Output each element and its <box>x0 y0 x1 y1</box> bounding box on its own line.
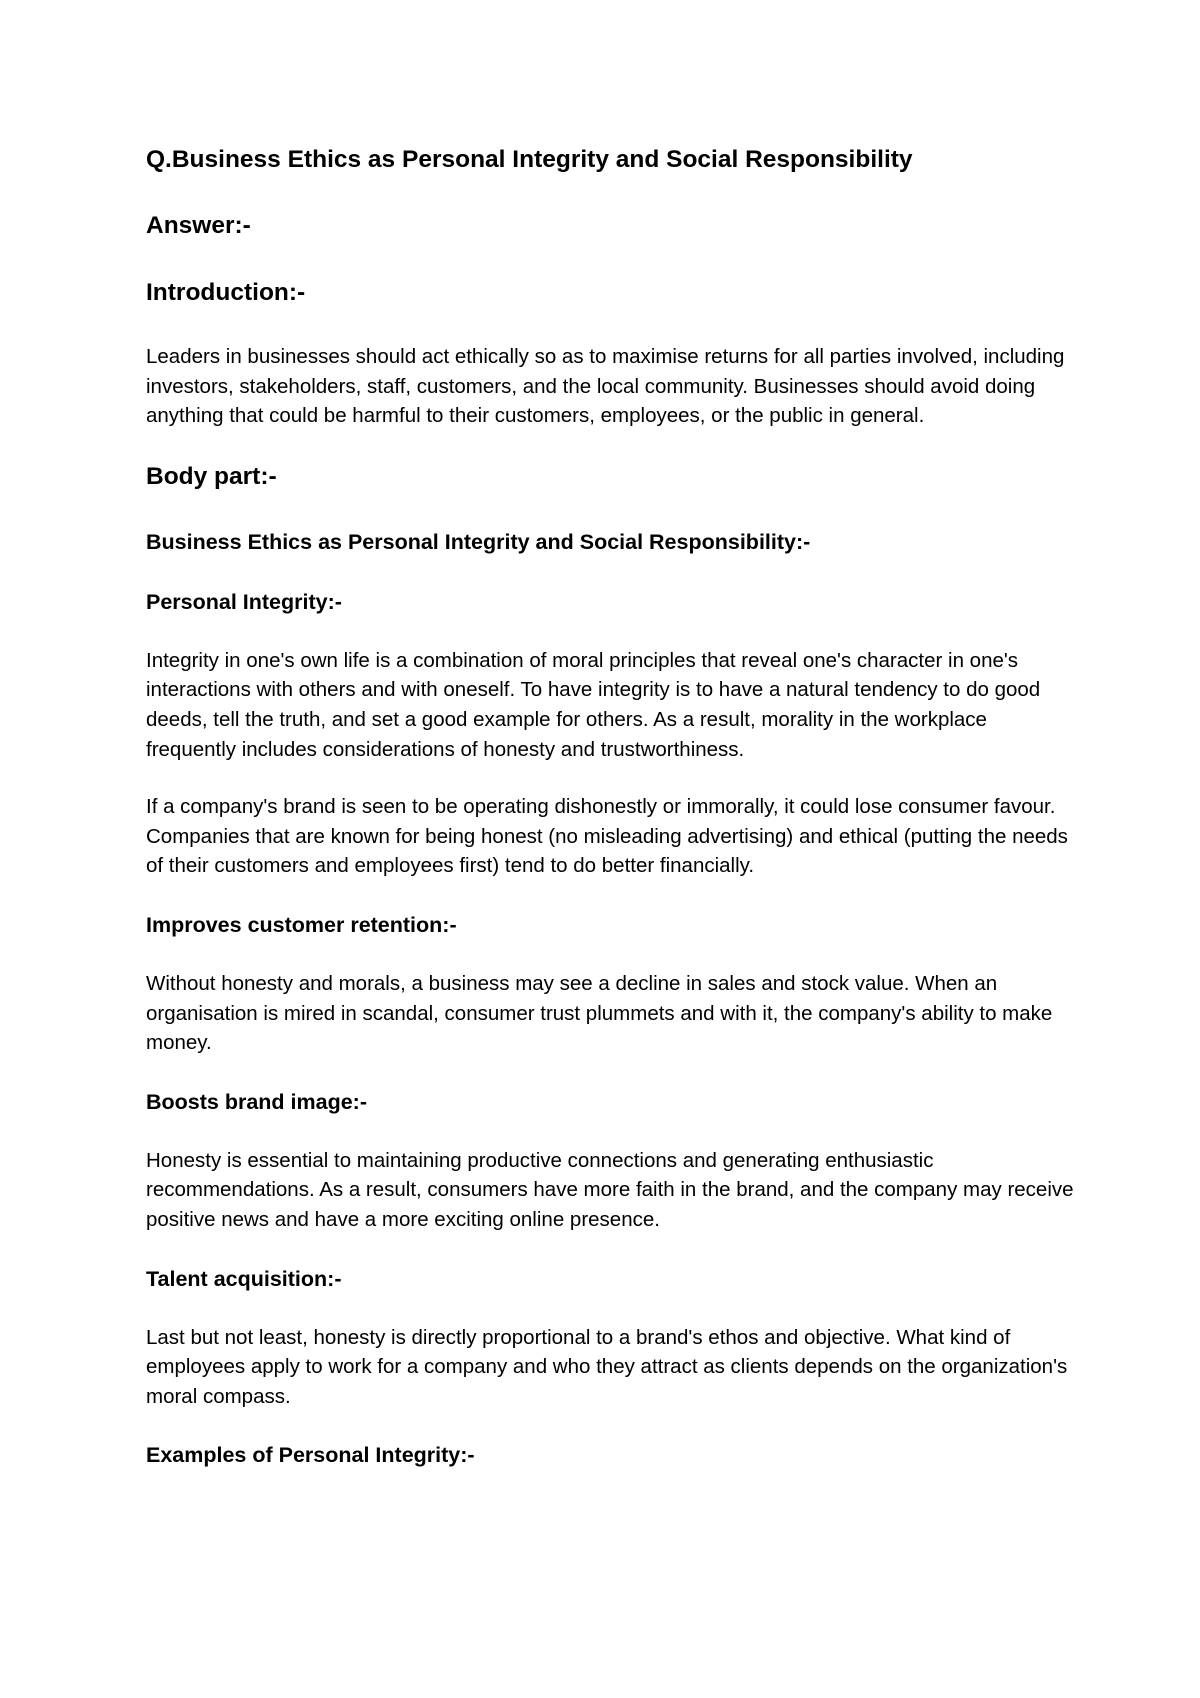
answer-heading: Answer:- <box>146 212 251 239</box>
section-heading: Business Ethics as Personal Integrity and Social Responsibility:- <box>146 529 811 554</box>
examples-heading: Examples of Personal Integrity:- <box>146 1443 475 1468</box>
talent-acquisition-heading: Talent acquisition:- <box>146 1266 342 1291</box>
question-title: Q.Business Ethics as Personal Integrity and Social Responsibility <box>146 146 913 173</box>
brand-image-paragraph: Honesty is essential to maintaining productive connections and generating enthusiastic recommendations. As a result, consumers have more faith in the brand, and the company may receive positive news and have a more exciting online presence. <box>146 1148 1074 1231</box>
introduction-paragraph: Leaders in businesses should act ethically so as to maximise returns for all parties involved, including investors, stakeholders, staff, customers, and the local community. Businesses should avoid doing anything that could be harmful to their customers, employees, or the public in general. <box>146 345 1065 428</box>
document-content <box>146 142 1076 1499</box>
customer-retention-heading: Improves customer retention:- <box>146 912 457 937</box>
personal-integrity-heading: Personal Integrity:- <box>146 589 342 614</box>
personal-integrity-paragraph-1: Integrity in one's own life is a combination of moral principles that reveal one's character in one's interactions with others and with oneself. To have integrity is to have a natural tendency to do good deeds, tell the truth, and set a good example for others. As a result, morality in the workplace frequently includes considerations of honesty and trustworthiness. <box>146 648 1041 761</box>
customer-retention-paragraph: Without honesty and morals, a business may see a decline in sales and stock value. When an organisation is mired in scandal, consumer trust plummets and with it, the company's ability to make money. <box>146 971 1053 1055</box>
brand-image-heading: Boosts brand image:- <box>146 1089 367 1114</box>
talent-acquisition-paragraph: Last but not least, honesty is directly proportional to a brand's ethos and objective. What kind of employees apply to work for a company and who they attract as clients depends on the organization's moral compass. <box>146 1325 1068 1408</box>
personal-integrity-paragraph-2: If a company's brand is seen to be operating dishonestly or immorally, it could lose consumer favour. Companies that are known for being honest (no misleading advertising) and ethical (putting the needs of their customers and employees first) tend to do better financially. <box>146 795 1068 878</box>
body-part-heading: Body part:- <box>146 462 277 490</box>
introduction-heading: Introduction:- <box>146 279 306 306</box>
